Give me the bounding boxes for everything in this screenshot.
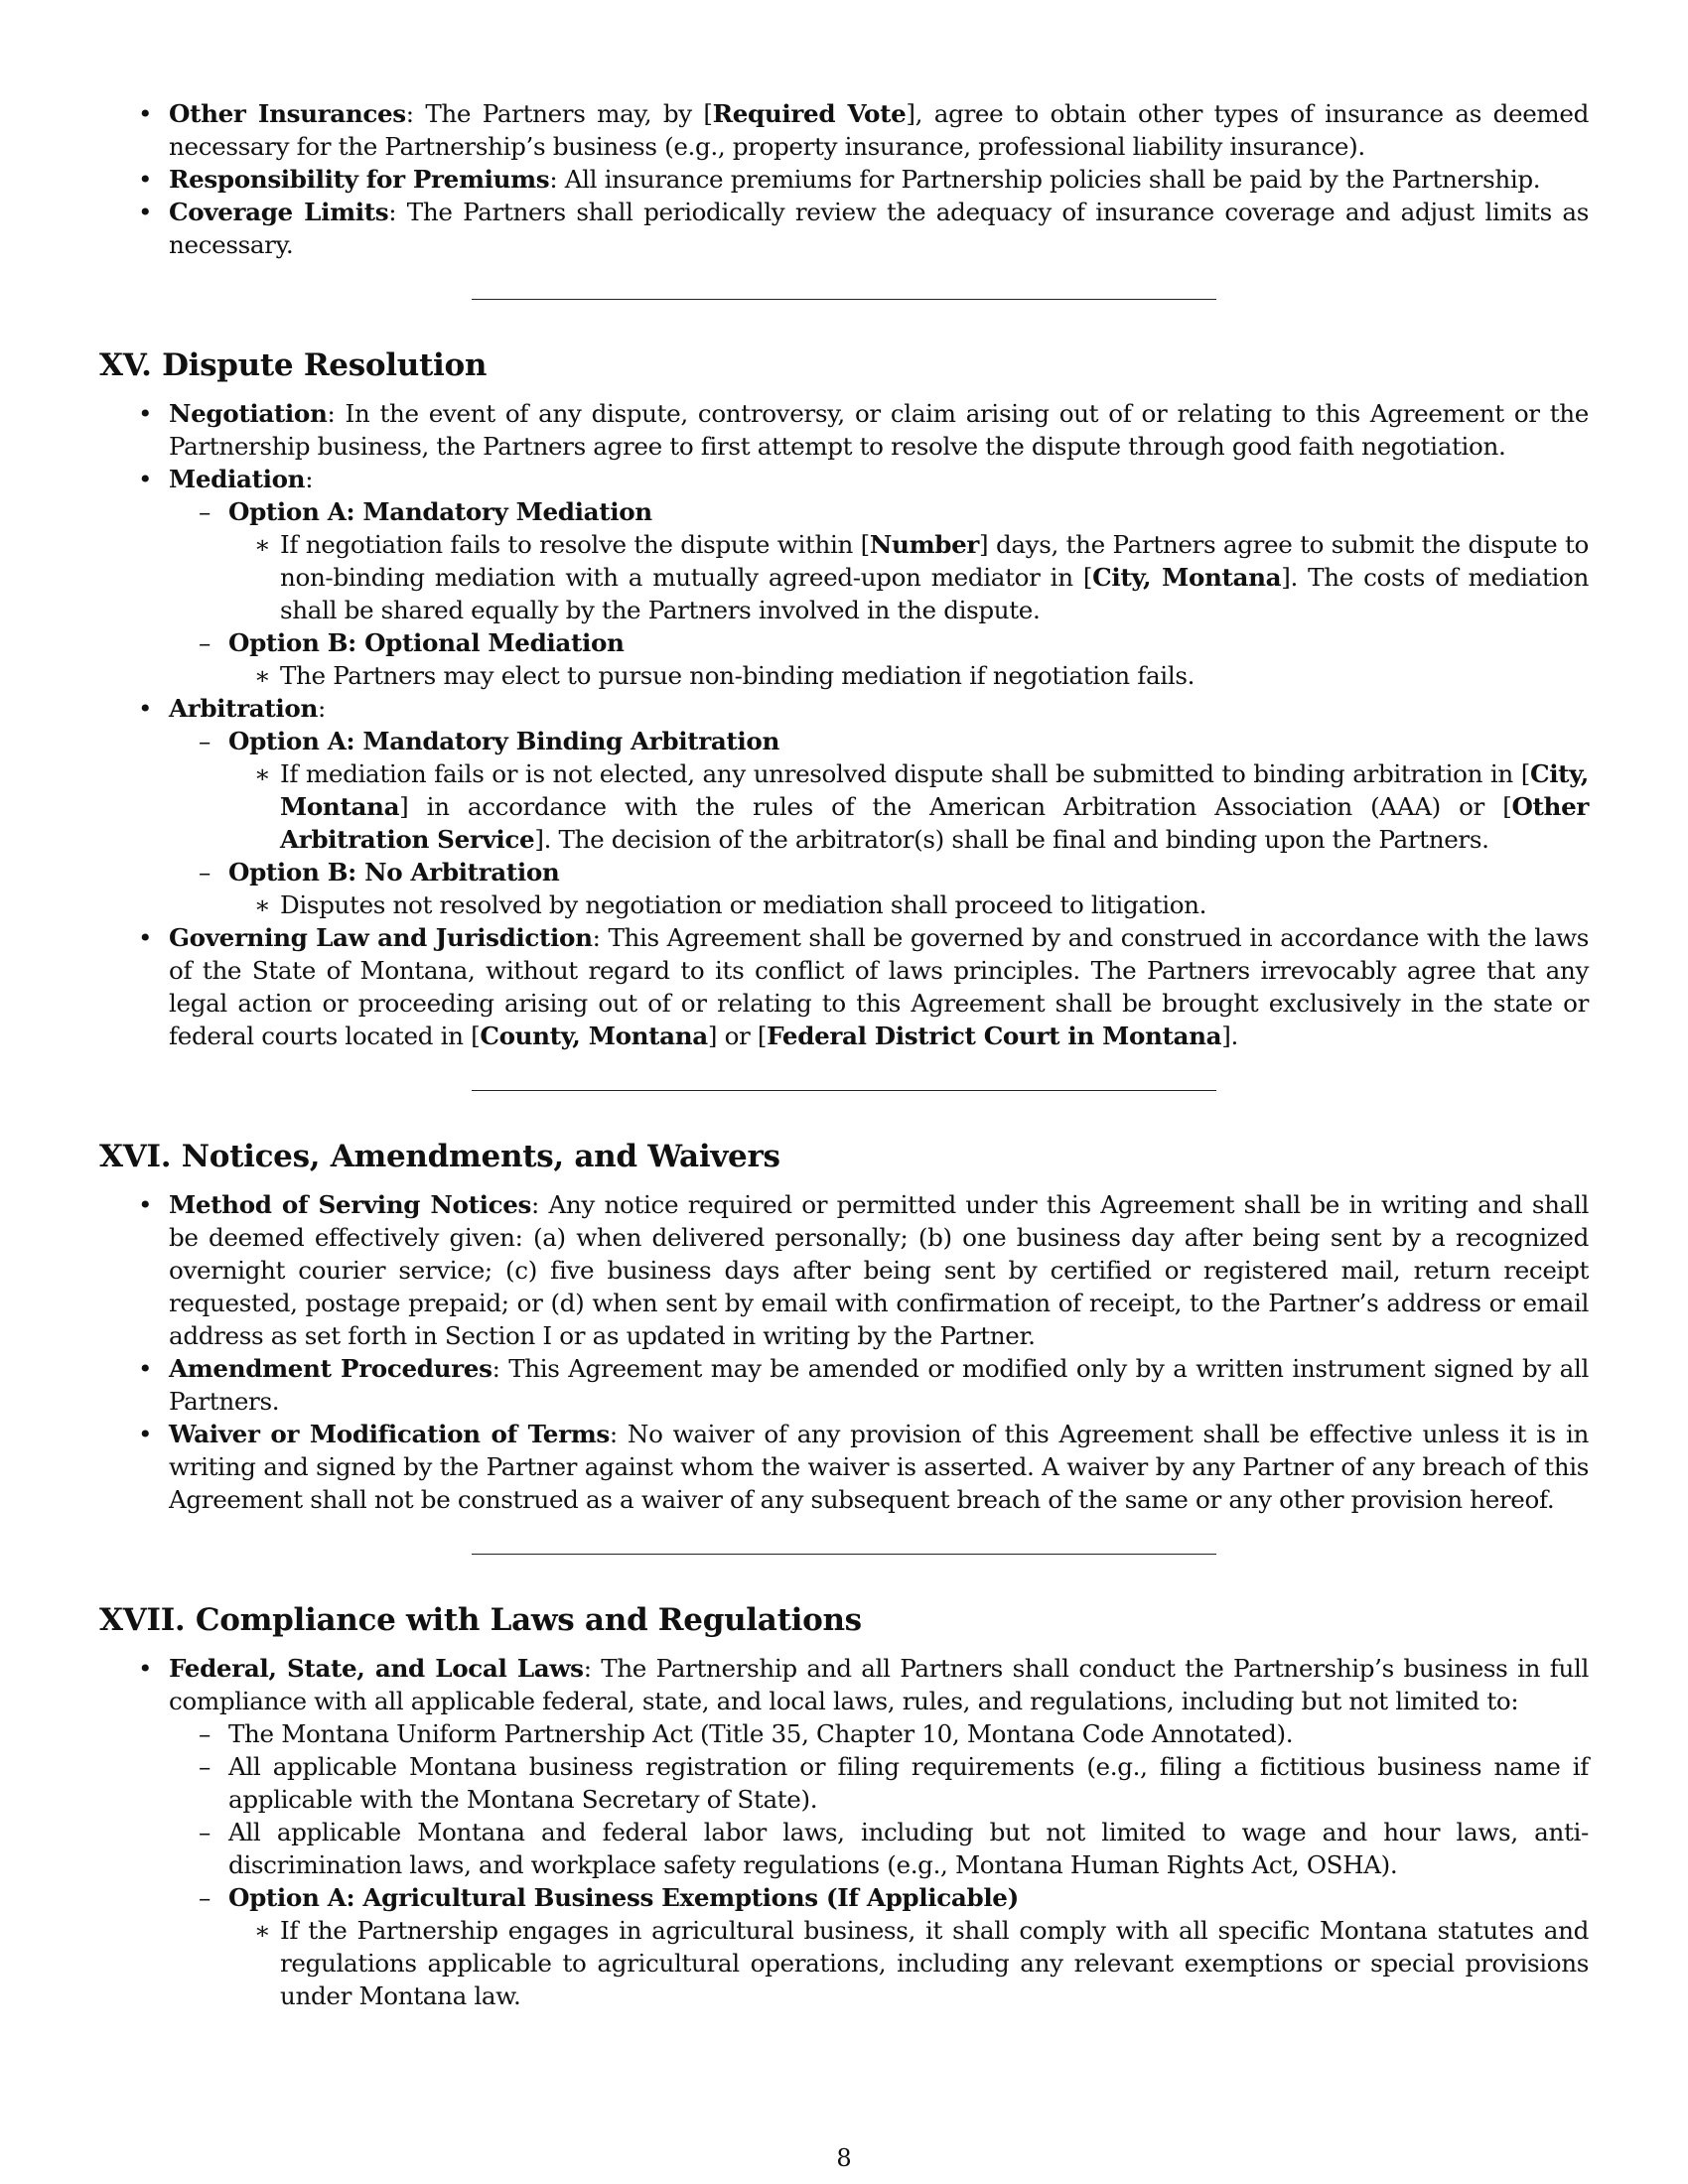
sub-list-item <box>169 495 1589 626</box>
list-item: • Federal, State, and Local Laws: The Partnership and all Partners shall conduct the Partnership’s business in full compliance with all applicable federal, state, and local laws, rules, and regulations, including but not limited to: – The Montana Uniform Partnership Act (Title 35, Chapter 10, Montana Code Annotated). – All applicable Montana business registration or filing requirements (e.g., filing a fictitious business name if applicable with the Montana Secretary of State). – All applicable Montana and federal labor laws, including but not limited to wage and hour laws, anti-discrimination laws, and workplace safety regulations (e.g., Montana Human Rights Act, OSHA). – Option A: Agricultural Business Exemptions (If Applicable) ∗ If the Partnership engages in agricultural business, it shall comply with all specific Montana statutes and regulations applicable to agricultural operations, including any relevant exemptions or special provisions under Montana law. <box>99 1652 1589 2012</box>
placeholder-field: Other Arbitration Service <box>280 792 1589 854</box>
sub-list-item: – The Montana Uniform Partnership Act (Title 35, Chapter 10, Montana Code Annotated). <box>169 1717 1589 1750</box>
placeholder-field: Federal District Court in Montana <box>767 1022 1222 1050</box>
sub-sub-list <box>228 528 1589 626</box>
item-label: Federal, State, and Local Laws <box>169 1654 584 1683</box>
sub-list <box>169 495 1589 692</box>
list-item: • Arbitration: – Option A: Mandatory Binding Arbitration ∗ If mediation fails or is not elected, any unresolved dispute shall be submitted to binding arbitration in [City, Montana] in accordance with the rules of the American Arbitration Association (AAA) or [Other Arbitration Service]. The decision of the arbitrator(s) shall be final and binding upon the Partners. – Option B: No Arbitration ∗ Disputes not resolved by negotiation or mediation shall proceed to litigation. <box>99 692 1589 921</box>
item-label: Mediation <box>169 465 306 493</box>
placeholder-field: City, Montana <box>280 759 1589 821</box>
item-label: Other Insurances <box>169 99 406 128</box>
section-divider <box>472 299 1216 300</box>
sub-sub-list-item: ∗ If the Partnership engages in agricultural business, it shall comply with all specific Montana statutes and regulations applicable to agricultural operations, including any relevant exemptions or special provisions under Montana law. <box>228 1914 1589 2012</box>
list-item: • Other Insurances: The Partners may, by [Required Vote], agree to obtain other types of insurance as deemed necessary for the Partnership’s business (e.g., property insurance, professional liability insurance). <box>99 97 1589 163</box>
item-label: Coverage Limits <box>169 198 389 226</box>
compliance-list <box>99 1652 1589 2012</box>
section-heading-notices: XVI. Notices, Amendments, and Waivers <box>99 1139 780 1174</box>
list-item: • Negotiation: In the event of any dispute, controversy, or claim arising out of or relating to this Agreement or the Partnership business, the Partners agree to first attempt to resolve the dispute through good faith negotiation. <box>99 397 1589 463</box>
sub-sub-list <box>228 1914 1589 2012</box>
item-label: Governing Law and Jurisdiction <box>169 923 593 952</box>
list-item: • Waiver or Modification of Terms: No waiver of any provision of this Agreement shall be effective unless it is in writing and signed by the Partner against whom the waiver is asserted. A waiver by any Partner of any breach of this Agreement shall not be construed as a waiver of any subsequent breach of the same or any other provision hereof. <box>99 1418 1589 1516</box>
placeholder-field: Number <box>869 530 980 559</box>
option-label: Option A: Agricultural Business Exemptions (If Applicable) <box>228 1883 1019 1912</box>
notices-list <box>99 1188 1589 1516</box>
list-item: • Amendment Procedures: This Agreement may be amended or modified only by a written instrument signed by all Partners. <box>99 1352 1589 1418</box>
item-label: Negotiation <box>169 399 328 428</box>
sub-list-item <box>169 725 1589 856</box>
document-page <box>99 97 1589 2012</box>
placeholder-field: City, Montana <box>1092 563 1282 592</box>
list-item: • Method of Serving Notices: Any notice required or permitted under this Agreement shall be in writing and shall be deemed effectively given: (a) when delivered personally; (b) one business day after being sent by a recognized overnight courier service; (c) five business days after being sent by certified or registered mail, return receipt requested, postage prepaid; or (d) when sent by email with confirmation of receipt, to the Partner’s address or email address as set forth in Section I or as updated in writing by the Partner. <box>99 1188 1589 1352</box>
sub-sub-list <box>228 888 1589 921</box>
placeholder-field: County, Montana <box>480 1022 708 1050</box>
sub-list-item: – All applicable Montana business registration or filing requirements (e.g., filing a fictitious business name if applicable with the Montana Secretary of State). <box>169 1750 1589 1816</box>
sub-sub-list-item: ∗ If mediation fails or is not elected, any unresolved dispute shall be submitted to binding arbitration in [City, Montana] in accordance with the rules of the American Arbitration Association (AAA) or [Other Arbitration Service]. The decision of the arbitrator(s) shall be final and binding upon the Partners. <box>228 757 1589 856</box>
insurance-list <box>99 97 1589 261</box>
sub-sub-list <box>228 659 1589 692</box>
sub-sub-list <box>228 757 1589 856</box>
section-heading-dispute-resolution: XV. Dispute Resolution <box>99 347 488 383</box>
section-heading-compliance: XVII. Compliance with Laws and Regulations <box>99 1602 862 1638</box>
section-divider <box>472 1554 1216 1555</box>
page-number: 8 <box>836 2144 852 2172</box>
item-label: Responsibility for Premiums <box>169 165 550 194</box>
sub-sub-list-item: ∗ If negotiation fails to resolve the dispute within [Number] days, the Partners agree to submit the dispute to non-binding mediation with a mutually agreed-upon mediator in [City, Montana]. The costs of mediation shall be shared equally by the Partners involved in the dispute. <box>228 528 1589 626</box>
list-item: • Responsibility for Premiums: All insurance premiums for Partnership policies shall be paid by the Partnership. <box>99 163 1589 196</box>
sub-list-item: – All applicable Montana and federal labor laws, including but not limited to wage and hour laws, anti-discrimination laws, and workplace safety regulations (e.g., Montana Human Rights Act, OSHA). <box>169 1816 1589 1881</box>
sub-list <box>169 1717 1589 2012</box>
placeholder-field: Required Vote <box>712 99 907 128</box>
option-label: Option B: No Arbitration <box>228 858 560 887</box>
option-label: Option B: Optional Mediation <box>228 628 625 657</box>
option-label: Option A: Mandatory Binding Arbitration <box>228 727 779 755</box>
item-label: Method of Serving Notices <box>169 1190 532 1219</box>
sub-list-item <box>169 626 1589 692</box>
option-label: Option A: Mandatory Mediation <box>228 497 652 526</box>
sub-sub-list-item: ∗ Disputes not resolved by negotiation or mediation shall proceed to litigation. <box>228 888 1589 921</box>
list-item: • Coverage Limits: The Partners shall periodically review the adequacy of insurance coverage and adjust limits as necessary. <box>99 196 1589 261</box>
list-item: • Mediation: – Option A: Mandatory Mediation ∗ If negotiation fails to resolve the dispute within [Number] days, the Partners agree to submit the dispute to non-binding mediation with a mutually agreed-upon mediator in [City, Montana]. The costs of mediation shall be shared equally by the Partners involved in the dispute. – Option B: Optional Mediation ∗ The Partners may elect to pursue non-binding mediation if negotiation fails. <box>99 463 1589 692</box>
list-item: • Governing Law and Jurisdiction: This Agreement shall be governed by and construed in accordance with the laws of the State of Montana, without regard to its conflict of laws principles. The Partners irrevocably agree that any legal action or proceeding arising out of or relating to this Agreement shall be brought exclusively in the state or federal courts located in [County, Montana] or [Federal District Court in Montana]. <box>99 921 1589 1052</box>
item-label: Arbitration <box>169 694 318 723</box>
section-divider <box>472 1090 1216 1091</box>
item-label: Waiver or Modification of Terms <box>169 1420 610 1448</box>
dispute-resolution-list <box>99 397 1589 1052</box>
sub-list <box>169 725 1589 921</box>
sub-sub-list-item: ∗ The Partners may elect to pursue non-binding mediation if negotiation fails. <box>228 659 1589 692</box>
sub-list-item <box>169 1881 1589 2012</box>
sub-list-item <box>169 856 1589 921</box>
item-label: Amendment Procedures <box>169 1354 492 1383</box>
